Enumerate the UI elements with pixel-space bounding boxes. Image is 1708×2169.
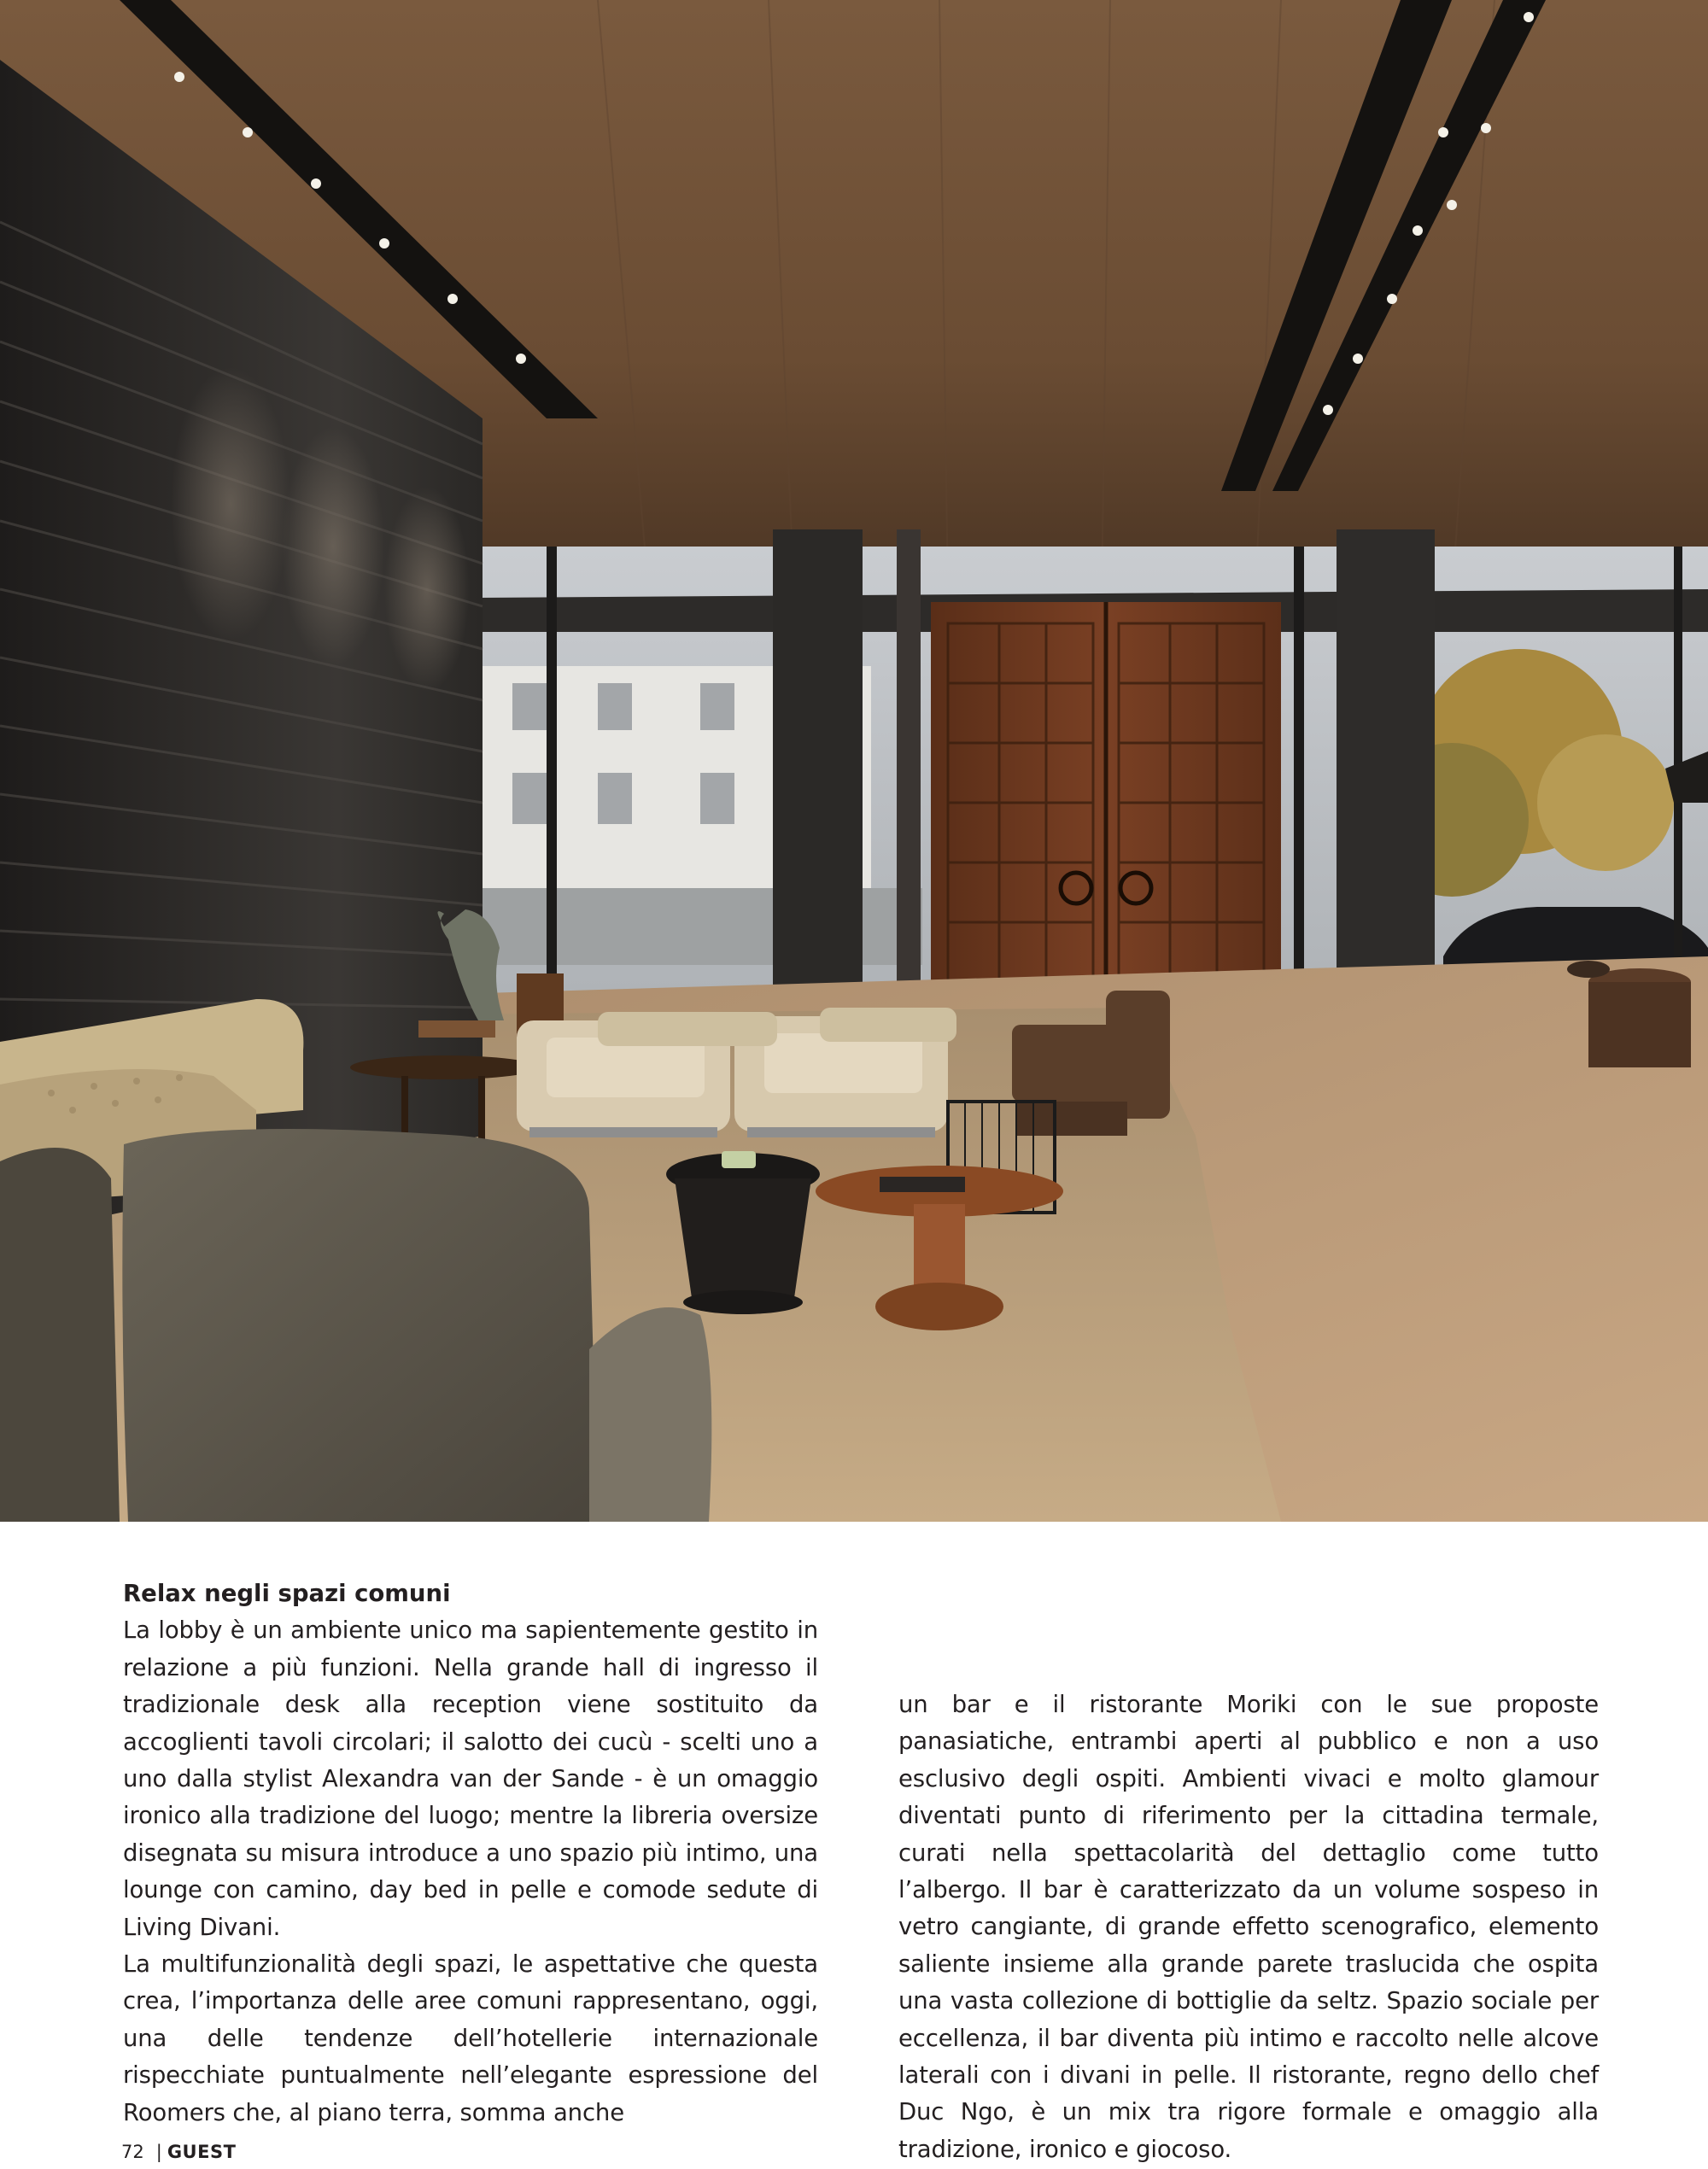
footer-separator: | xyxy=(155,2142,162,2162)
magazine-name: GUEST xyxy=(167,2142,237,2162)
article-heading: Relax negli spazi comuni xyxy=(123,1580,451,1607)
article-column-left xyxy=(123,1576,818,2131)
article-column-right xyxy=(898,1687,1599,2168)
page-number: 72 xyxy=(121,2142,144,2162)
article-paragraph: La lobby è un ambiente unico ma sapientemente gestito in relazione a più funzioni. Nella grande hall di ingresso il tradizionale desk alla reception viene sostituito da accoglienti tavoli circolari; il salotto dei cucù - scelti uno a uno dalla stylist Alexandra van der Sande - è un omaggio ironico alla tradizione del luogo; mentre la libreria oversize disegnata su misura introduce a uno spazio più intimo, una lounge con camino, day bed in pelle e comode sedute di Living Divani. xyxy=(123,1617,818,1941)
article-paragraph: La multifunzionalità degli spazi, le aspettative che questa crea, l’importanza delle aree comuni rappresentano, oggi, una delle tendenze dell’hotellerie internazionale rispecchiate puntualmente nell’elegante espressione del Roomers che, al piano terra, somma anche xyxy=(123,1950,818,2126)
article-paragraph: un bar e il ristorante Moriki con le sue proposte panasiatiche, entrambi aperti al pubblico e non a uso esclusivo degli ospiti. Ambienti vivaci e molto glamour diventati punto di riferimento per la cittadina termale, curati nella spettacolarità del dettaglio come tutto l’albergo. Il bar è caratterizzato da un volume sospeso in vetro cangiante, di grande effetto scenografico, elemento saliente insieme alla grande parete traslucida che ospita una vasta collezione di bottiglie da seltz. Spazio sociale per eccellenza, il bar diventa più intimo e raccolto nelle alcove laterali con i divani in pelle. Il ristorante, regno dello chef Duc Ngo, è un mix tra rigore formale e omaggio alla tradizione, ironico e giocoso. xyxy=(898,1691,1599,2163)
page-footer xyxy=(121,2142,236,2162)
